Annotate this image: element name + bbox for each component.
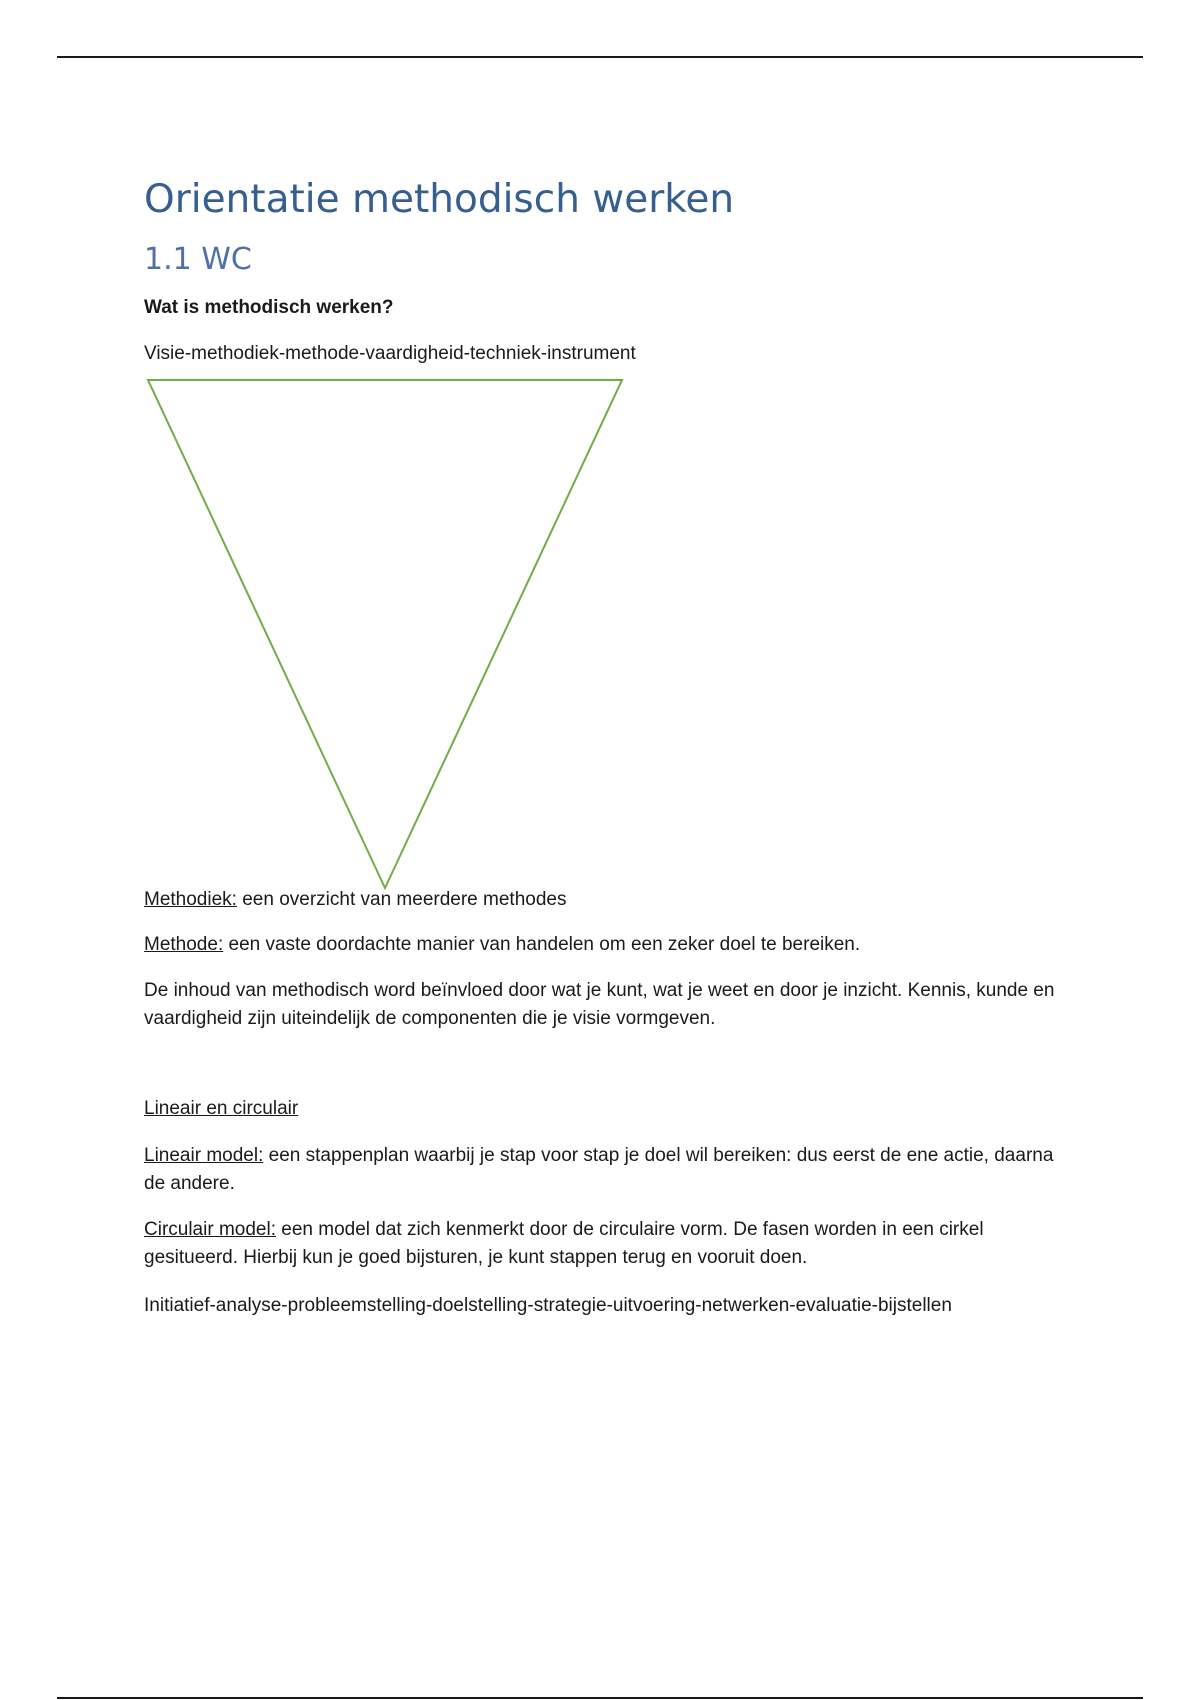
sequence-line: Visie-methodiek-methode-vaardigheid-techniek-instrument (144, 343, 636, 364)
lineair-term: Lineair model: (144, 1145, 264, 1166)
section-subtitle: 1.1 WC (144, 242, 252, 277)
methodiek-text: een overzicht van meerdere methodes (236, 889, 567, 910)
circulair-term: Circulair model: (144, 1219, 276, 1240)
methode-definition (144, 931, 1064, 959)
phases-line: Initiatief-analyse-probleemstelling-doelstelling-strategie-uitvoering-netwerken-evaluatie-bijstellen (144, 1295, 952, 1316)
methode-text: een vaste doordachte manier van handelen om een zeker doel te bereiken. (223, 934, 861, 955)
circulair-definition (144, 1216, 1064, 1272)
inhoud-paragraph: De inhoud van methodisch word beïnvloed door wat je kunt, wat je weet en door je inzicht. Kennis, kunde en vaardigheid zijn uiteindelijk de componenten die je visie vormgeven. (144, 980, 1055, 1029)
lineair-definition (144, 1142, 1064, 1198)
inverted-triangle-diagram (144, 376, 626, 892)
triangle-shape (148, 380, 622, 888)
page-title: Orientatie methodisch werken (144, 177, 735, 222)
question-heading: Wat is methodisch werken? (144, 297, 394, 318)
methode-term: Methode: (144, 934, 224, 955)
lineair-circulair-heading: Lineair en circulair (144, 1098, 299, 1119)
circulair-text: een model dat zich kenmerkt door de circulaire vorm. De fasen worden in een cirkel gesitueerd. Hierbij kun je goed bijsturen, je kunt stappen terug en vooruit doen. (144, 1219, 984, 1268)
footer-rule (57, 1697, 1143, 1699)
header-rule (57, 56, 1143, 58)
methodiek-term: Methodiek: (144, 889, 237, 910)
lineair-text: een stappenplan waarbij je stap voor stap je doel wil bereiken: dus eerst de ene actie, daarna de andere. (144, 1145, 1054, 1194)
methodiek-definition (144, 886, 1064, 914)
